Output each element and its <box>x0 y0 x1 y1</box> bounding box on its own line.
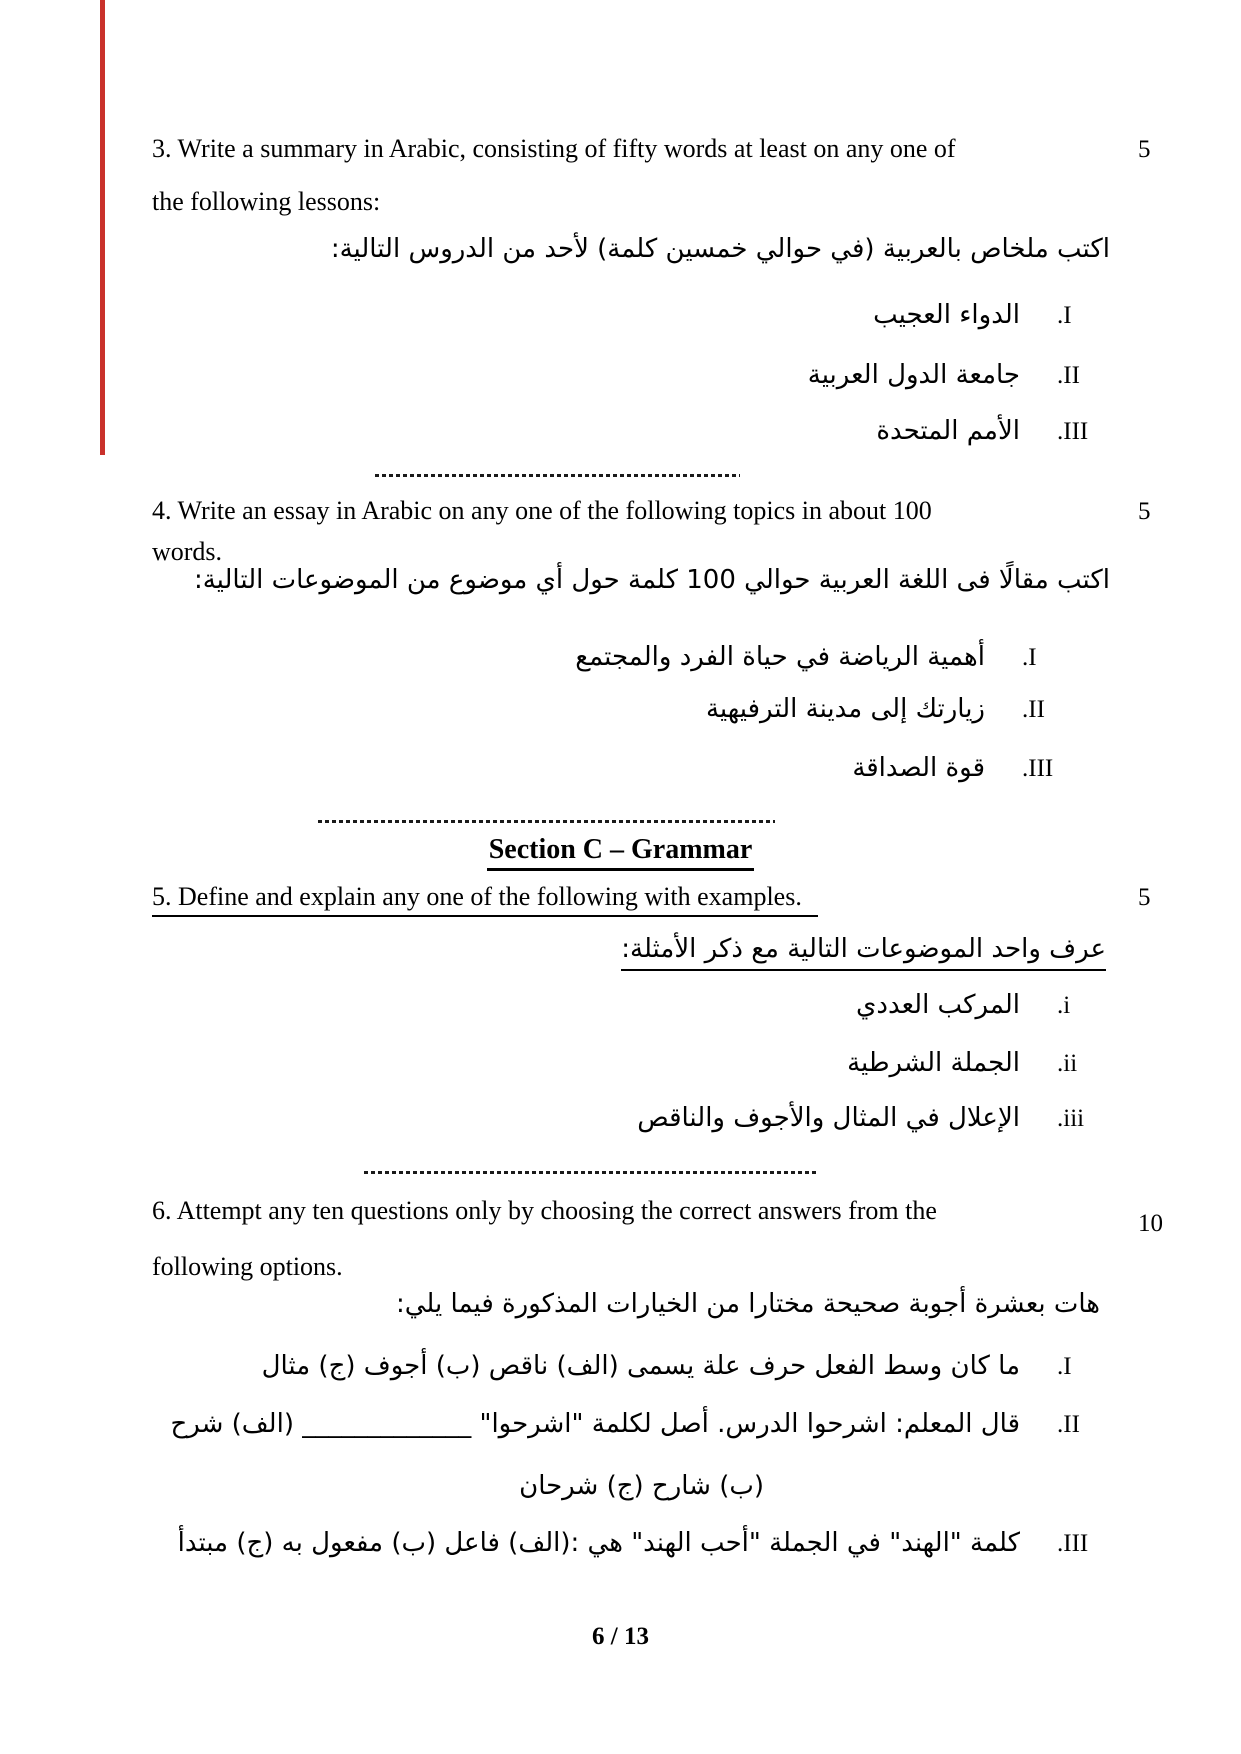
q4-marks: 5 <box>1138 498 1151 525</box>
q3-english-line1: 3. Write a summary in Arabic, consisting of fifty words at least on any one of <box>152 134 956 163</box>
q6-marks: 10 <box>1138 1210 1163 1237</box>
q4-item1-text: أهمية الرياضة في حياة الفرد والمجتمع <box>575 642 985 672</box>
q3-item3-text: الأمم المتحدة <box>876 416 1020 446</box>
q6-list-item-2 <box>170 1409 1103 1439</box>
q3-english-line2: the following lessons: <box>152 187 381 216</box>
q4-item2-numeral: II. <box>1022 696 1045 723</box>
section-c-title-text: Section C – Grammar <box>487 834 755 871</box>
q3-item3-numeral: III. <box>1057 418 1089 445</box>
q4-list-item-3 <box>852 753 1068 783</box>
dashed-separator-1 <box>375 474 740 477</box>
q6-item2-text: قال المعلم: اشرحوا الدرس. أصل لكلمة "اشرحوا" _____________ (الف) شرح <box>170 1409 1020 1439</box>
q5-marks: 5 <box>1138 884 1151 911</box>
q6-item2-continuation: (ب) شارح (ج) شرحان <box>519 1471 764 1501</box>
q4-list-item-2 <box>706 694 1068 724</box>
q3-item2-numeral: II. <box>1057 362 1080 389</box>
q5-list-item-2 <box>847 1048 1103 1078</box>
q6-english-line2: following options. <box>152 1252 343 1281</box>
q5-item2-text: الجملة الشرطية <box>847 1048 1020 1078</box>
left-margin-red-rule <box>100 0 105 455</box>
q5-arabic-intro <box>621 934 1106 964</box>
q6-arabic-intro: هات بعشرة أجوبة صحيحة مختارا من الخيارات المذكورة فيما يلي: <box>395 1289 1100 1319</box>
q4-item2-text: زيارتك إلى مدينة الترفيهية <box>705 694 985 724</box>
q3-list-item-1 <box>873 300 1103 330</box>
q5-item1-numeral: i. <box>1057 992 1071 1019</box>
q5-english-text: 5. Define and explain any one of the following with examples. <box>152 882 818 917</box>
q5-item3-numeral: iii. <box>1057 1105 1085 1132</box>
q3-list-item-2 <box>808 360 1103 390</box>
q4-item1-numeral: I. <box>1022 644 1037 671</box>
q3-item1-text: الدواء العجيب <box>873 300 1020 330</box>
q5-item1-text: المركب العددي <box>856 990 1020 1020</box>
q6-english-line1: 6. Attempt any ten questions only by choosing the correct answers from the <box>152 1196 937 1225</box>
q5-list-item-3 <box>637 1103 1103 1133</box>
q4-arabic-intro: اكتب مقالًا فى اللغة العربية حوالي 100 كلمة حول أي موضوع من الموضوعات التالية: <box>193 565 1110 595</box>
q5-list-item-1 <box>856 990 1103 1020</box>
page-number: 6 / 13 <box>592 1623 649 1650</box>
q3-arabic-intro: اكتب ملخاص بالعربية (في حوالي خمسين كلمة) لأحد من الدروس التالية: <box>330 234 1110 264</box>
q4-list-item-1 <box>575 642 1068 672</box>
q6-item3-numeral: III. <box>1057 1530 1089 1557</box>
q5-item3-text: الإعلال في المثال والأجوف والناقص <box>637 1103 1020 1133</box>
q6-item1-numeral: I. <box>1057 1353 1072 1380</box>
q4-item3-numeral: III. <box>1022 755 1054 782</box>
q6-item2-numeral: II. <box>1057 1411 1080 1438</box>
section-c-heading <box>0 834 1241 866</box>
q6-item1-text: ما كان وسط الفعل حرف علة يسمى (الف) ناقص (ب) أجوف (ج) مثال <box>261 1351 1020 1381</box>
q4-item3-text: قوة الصداقة <box>852 753 985 783</box>
q5-arabic-intro-text: عرف واحد الموضوعات التالية مع ذكر الأمثلة: <box>621 934 1106 971</box>
q6-item3-text: كلمة "الهند" في الجملة "أحب الهند" هي :(الف) فاعل (ب) مفعول به (ج) مبتدأ <box>177 1528 1020 1558</box>
q3-list-item-3 <box>876 416 1103 446</box>
dashed-separator-2 <box>318 820 775 823</box>
q4-english-line1: 4. Write an essay in Arabic on any one of the following topics in about 100 <box>152 496 932 525</box>
q6-list-item-1 <box>262 1351 1103 1381</box>
q3-marks: 5 <box>1138 136 1151 163</box>
q5-english-line1 <box>152 882 818 912</box>
dashed-separator-3 <box>364 1171 817 1174</box>
q4-english-line2: words. <box>152 537 223 566</box>
q3-item2-text: جامعة الدول العربية <box>807 360 1020 390</box>
q5-item2-numeral: ii. <box>1057 1050 1078 1077</box>
q3-item1-numeral: I. <box>1057 302 1072 329</box>
q6-list-item-3 <box>178 1528 1103 1558</box>
